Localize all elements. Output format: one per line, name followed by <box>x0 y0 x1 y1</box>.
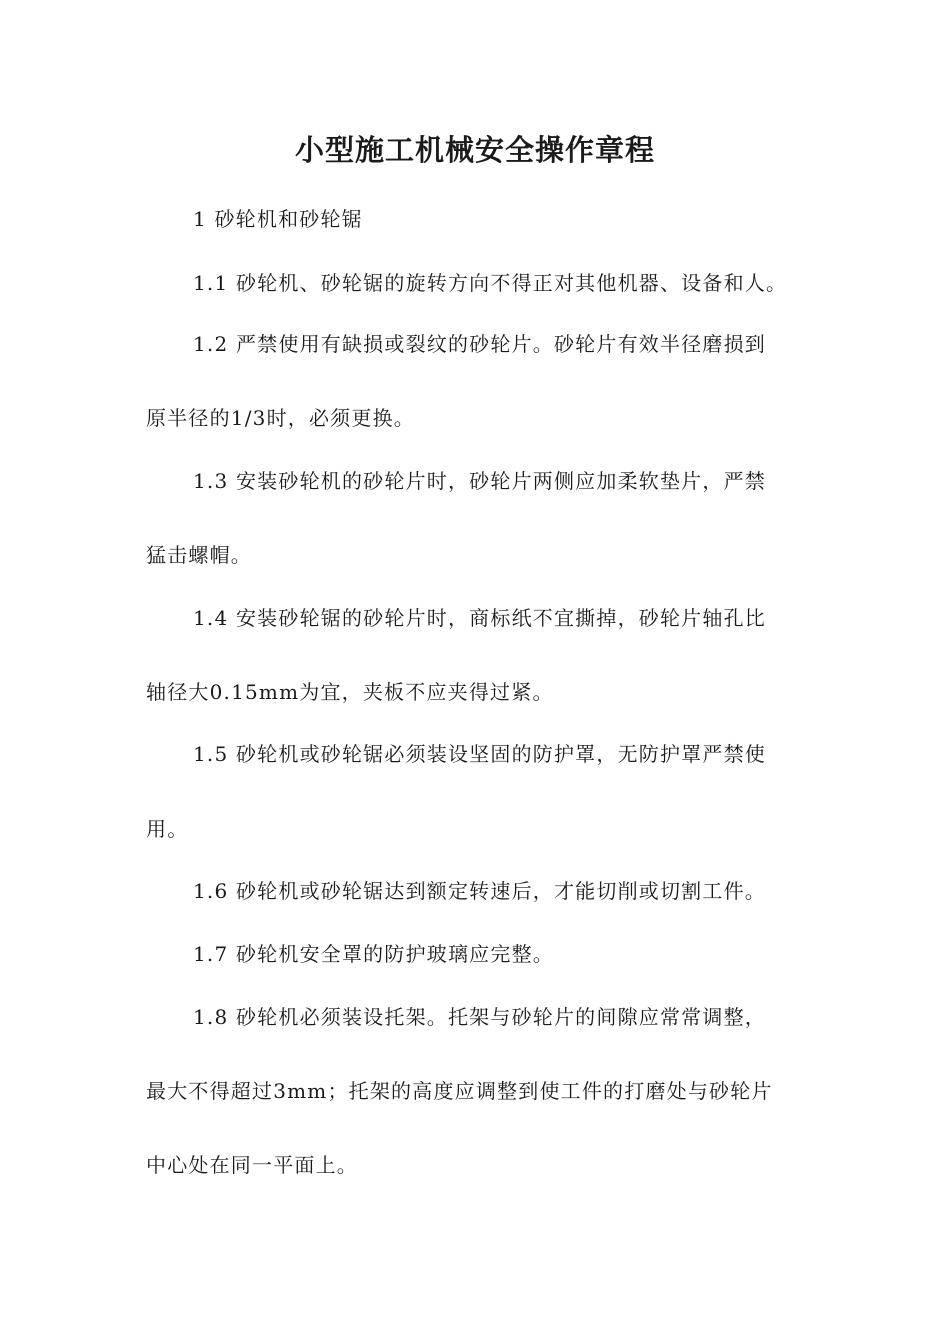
paragraph-line: 1.8 砂轮机必须装设托架。托架与砂轮片的间隙应常常调整， <box>193 1005 766 1029</box>
paragraph-line: 1.2 严禁使用有缺损或裂纹的砂轮片。砂轮片有效半径磨损到 <box>193 332 766 356</box>
paragraph-line: 用。 <box>146 817 189 841</box>
paragraph-line: 猛击螺帽。 <box>146 543 252 567</box>
paragraph-line: 原半径的1/3时，必须更换。 <box>146 406 415 430</box>
page-title: 小型施工机械安全操作章程 <box>294 133 655 167</box>
paragraph-line: 1.3 安装砂轮机的砂轮片时，砂轮片两侧应加柔软垫片，严禁 <box>193 469 766 493</box>
paragraph-line: 1.7 砂轮机安全罩的防护玻璃应完整。 <box>193 942 554 966</box>
section-heading: 1 砂轮机和砂轮锯 <box>193 207 363 231</box>
paragraph-line: 1.6 砂轮机或砂轮锯达到额定转速后，才能切削或切割工件。 <box>193 879 766 903</box>
paragraph-line: 1.4 安装砂轮锯的砂轮片时，商标纸不宜撕掉，砂轮片轴孔比 <box>193 606 766 630</box>
paragraph-line: 中心处在同一平面上。 <box>146 1153 358 1177</box>
paragraph-line: 轴径大0.15mm为宜，夹板不应夹得过紧。 <box>146 680 554 704</box>
paragraph-line: 1.1 砂轮机、砂轮锯的旋转方向不得正对其他机器、设备和人。 <box>193 271 788 295</box>
paragraph-line: 1.5 砂轮机或砂轮锯必须装设坚固的防护罩，无防护罩严禁使 <box>193 742 766 766</box>
paragraph-line: 最大不得超过3mm；托架的高度应调整到使工件的打磨处与砂轮片 <box>146 1079 773 1103</box>
